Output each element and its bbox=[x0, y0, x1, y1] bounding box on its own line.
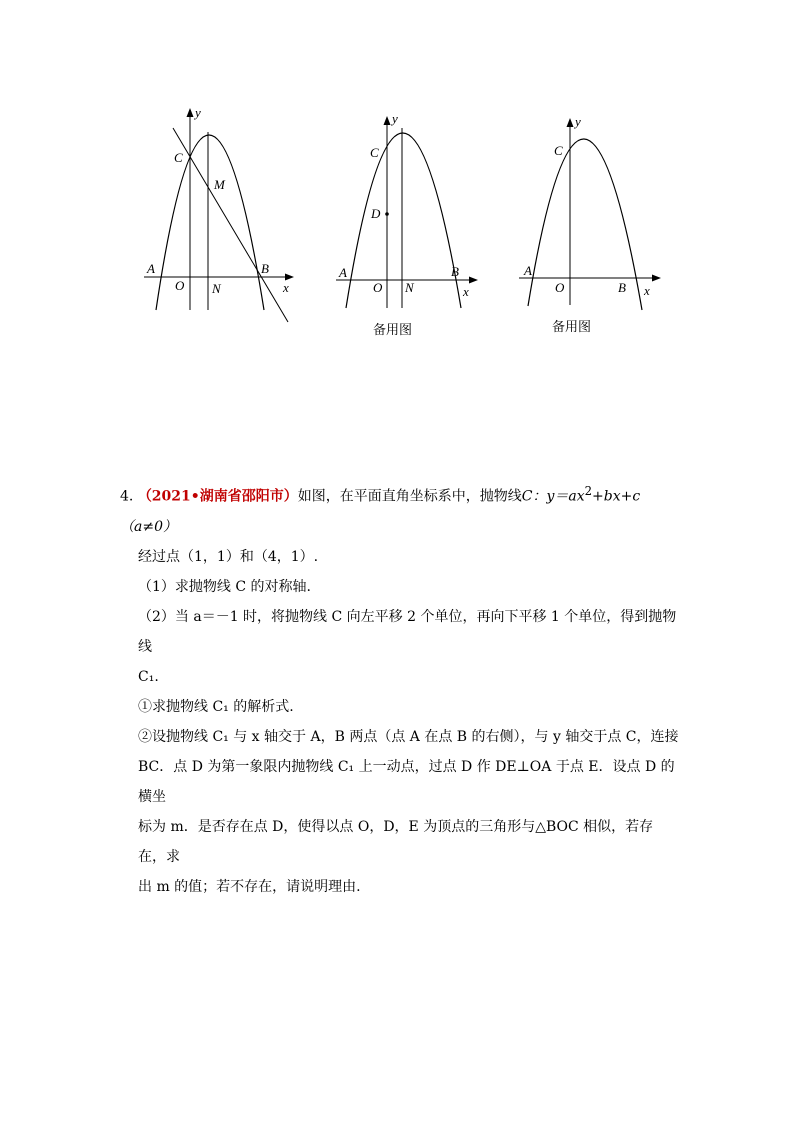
label-c: C bbox=[174, 150, 183, 165]
label-c: C bbox=[370, 145, 379, 160]
label-a: A bbox=[524, 263, 532, 278]
y-axis-arrow bbox=[567, 118, 574, 127]
parabola bbox=[346, 133, 461, 308]
sub-question-2-line-4: 出 m 的值；若不存在，请说明理由. bbox=[138, 878, 361, 895]
question-2-cont: C₁. bbox=[138, 668, 159, 685]
sub-question-2-line-1: ②设抛物线 C₁ 与 x 轴交于 A，B 两点（点 A 在点 B 的右侧），与 y 轴交于点 C，连接 bbox=[138, 728, 679, 745]
question-2: （2）当 a＝－1 时，将抛物线 C 向左平移 2 个单位，再向下平移 1 个单位，得到抛物线 bbox=[138, 608, 677, 655]
label-b: B bbox=[261, 261, 269, 276]
caption-figure-3: 备用图 bbox=[552, 320, 592, 335]
label-y: y bbox=[195, 105, 201, 120]
stem-eq2: +bx+c（a≠0） bbox=[120, 488, 641, 535]
label-n: N bbox=[212, 281, 221, 296]
stem-sup: 2 bbox=[584, 484, 593, 498]
stem-a: 如图，在平面直角坐标系中，抛物线 bbox=[297, 488, 522, 505]
figure-3-svg bbox=[515, 110, 675, 315]
stem-c: C bbox=[521, 488, 533, 505]
label-d: D bbox=[371, 206, 381, 221]
problem-stem-line-2: 经过点（1，1）和（4，1）. bbox=[138, 548, 319, 565]
label-b: B bbox=[451, 264, 459, 279]
label-x: x bbox=[463, 284, 469, 299]
label-o: O bbox=[555, 280, 565, 295]
question-1: （1）求抛物线 C 的对称轴. bbox=[138, 578, 311, 595]
label-n: N bbox=[405, 280, 414, 295]
figure-1 bbox=[138, 100, 303, 330]
sub-question-1: ①求抛物线 C₁ 的解析式. bbox=[138, 698, 294, 715]
y-axis-arrow bbox=[187, 108, 194, 117]
label-y: y bbox=[392, 111, 398, 126]
label-y: y bbox=[575, 114, 581, 129]
x-axis-arrow bbox=[469, 277, 478, 284]
label-o: O bbox=[373, 280, 383, 295]
sub-question-2-line-2: BC．点 D 为第一象限内抛物线 C₁ 上一动点，过点 D 作 DE⊥OA 于点 E．设点 D 的横坐 bbox=[138, 758, 675, 805]
parabola bbox=[156, 135, 264, 310]
x-axis-arrow bbox=[652, 275, 661, 282]
problem-4 bbox=[120, 476, 680, 902]
stem-eq: ：y＝ax bbox=[532, 488, 585, 505]
label-b: B bbox=[618, 280, 626, 295]
figure-2-svg bbox=[330, 108, 490, 318]
figure-2 bbox=[330, 108, 490, 318]
label-m: M bbox=[214, 177, 225, 192]
point-d bbox=[385, 212, 389, 216]
problem-stem-line-1 bbox=[120, 476, 680, 542]
label-x: x bbox=[283, 280, 289, 295]
label-o: O bbox=[175, 278, 185, 293]
label-a: A bbox=[339, 265, 347, 280]
problem-source: （2021•湖南省邵阳市） bbox=[137, 488, 298, 505]
figure-3 bbox=[515, 110, 675, 315]
y-axis-arrow bbox=[384, 116, 391, 125]
label-c: C bbox=[554, 143, 563, 158]
figure-1-svg bbox=[138, 100, 303, 330]
caption-figure-2: 备用图 bbox=[373, 323, 413, 338]
label-a: A bbox=[147, 261, 155, 276]
problem-number: 4. bbox=[120, 488, 134, 505]
label-x: x bbox=[644, 283, 650, 298]
sub-question-2-line-3: 标为 m．是否存在点 D，使得以点 O，D，E 为顶点的三角形与△BOC 相似，若存在，求 bbox=[138, 818, 654, 865]
